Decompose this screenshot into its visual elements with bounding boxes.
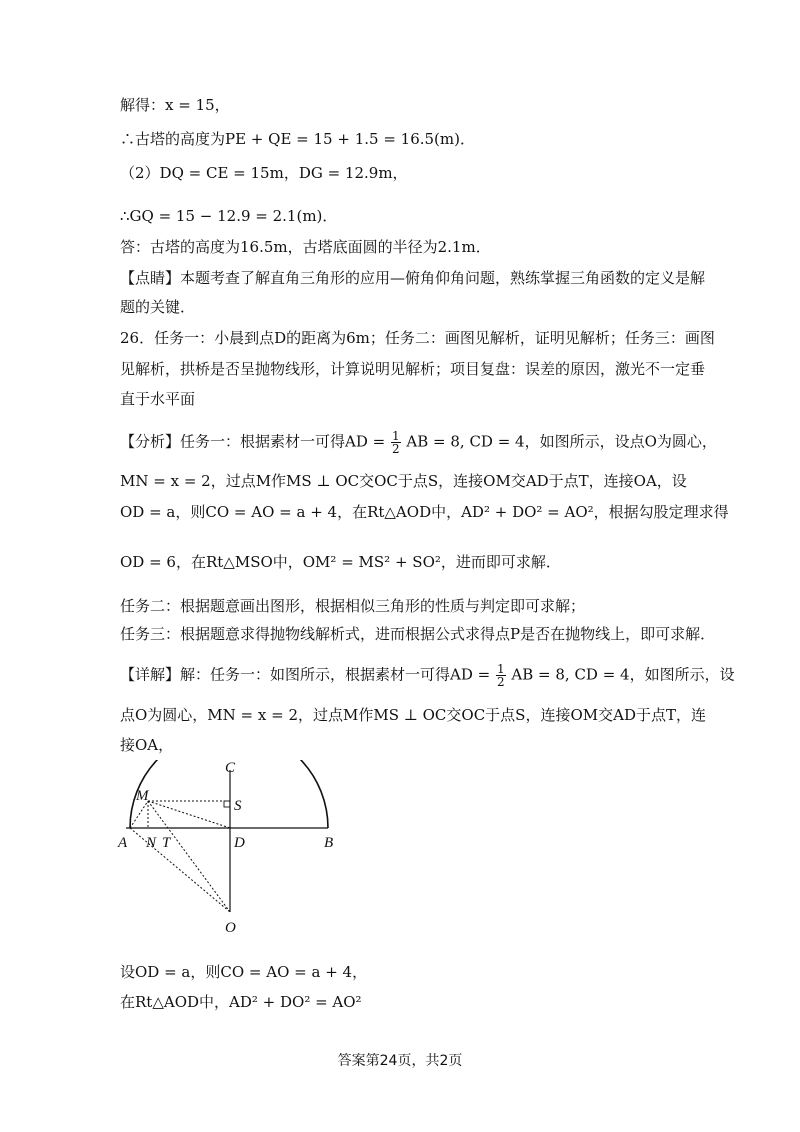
label-B: B	[324, 835, 334, 851]
comment-line-1: 【点睛】本题考查了解直角三角形的应用—俯角仰角问题，熟练掌握三角函数的定义是解	[120, 269, 706, 287]
question-26-line-2: 见解析，拱桥是否呈抛物线形，计算说明见解析；项目复盘：误差的原因，激光不一定垂	[120, 360, 706, 378]
solution-line-3: （2）DQ = CE = 15m，DG = 12.9m，	[120, 164, 408, 182]
fraction-one-half-2	[496, 663, 506, 688]
detail-line-2: 点O为圆心，MN = x = 2，过点M作MS ⊥ OC交OC于点S，连接OM交AD于点T，连	[120, 706, 706, 724]
label-S: S	[234, 798, 242, 814]
label-N: N	[146, 835, 157, 851]
detail-line-5: 在Rt△AOD中，AD² + DO² = AO²	[120, 993, 362, 1011]
geometry-diagram	[112, 760, 344, 940]
label-A: A	[118, 835, 128, 851]
analysis-line-2: MN = x = 2，过点M作MS ⊥ OC交OC于点S，连接OM交AD于点T，连接OA，设	[120, 472, 687, 490]
detail-text-a: 【详解】解：任务一：如图所示，根据素材一可得AD =	[120, 665, 491, 684]
label-C: C	[225, 760, 236, 776]
label-O: O	[225, 920, 236, 936]
detail-line-4: 设OD = a，则CO = AO = a + 4，	[120, 963, 368, 981]
line-AO	[130, 828, 230, 912]
answer-line: 答：古塔的高度为16.5m，古塔底面圆的半径为2.1m．	[120, 238, 491, 256]
page-footer: 答案第24页，共2页	[337, 1053, 463, 1069]
line-MO	[148, 801, 230, 912]
detail-line-1	[120, 663, 735, 688]
line-MD	[148, 801, 230, 828]
solution-line-2: ∴古塔的高度为PE + QE = 15 + 1.5 = 16.5(m)．	[120, 130, 475, 148]
analysis-text-a: 【分析】任务一：根据素材一可得AD =	[120, 432, 386, 451]
fraction-denominator: 2	[391, 442, 400, 456]
label-T: T	[162, 835, 171, 851]
solution-line-4: ∴GQ = 15 − 12.9 = 2.1(m)．	[120, 207, 338, 225]
analysis-line-1	[120, 430, 717, 455]
analysis-text-b: AB = 8, CD = 4，如图所示，设点O为圆心，	[406, 432, 717, 451]
task3-line: 任务三：根据题意求得抛物线解析式，进而根据公式求得点P是否在抛物线上，即可求解．	[120, 625, 716, 643]
comment-line-2: 题的关键．	[120, 298, 196, 316]
question-26-line-1: 26．任务一：小晨到点D的距离为6m；任务二：画图见解析，证明见解析；任务三：画图	[120, 329, 715, 347]
fraction-one-half	[391, 430, 401, 455]
solution-line-1: 解得：x = 15，	[120, 96, 230, 114]
fraction-numerator: 1	[391, 429, 400, 443]
analysis-line-3: OD = a，则CO = AO = a + 4，在Rt△AOD中，AD² + DO² = AO²，根据勾股定理求得	[120, 503, 729, 521]
analysis-line-4: OD = 6，在Rt△MSO中，OM² = MS² + SO²，进而即可求解．	[120, 553, 561, 571]
fraction-numerator-2: 1	[496, 662, 505, 676]
right-angle-marker	[224, 801, 230, 807]
label-D: D	[234, 835, 245, 851]
question-26-line-3: 直于水平面	[120, 390, 196, 408]
fraction-denominator-2: 2	[496, 675, 505, 689]
label-M: M	[136, 788, 149, 804]
detail-line-3: 接OA，	[120, 736, 174, 754]
task2-line: 任务二：根据题意画出图形，根据相似三角形的性质与判定即可求解；	[120, 597, 586, 615]
detail-text-b: AB = 8, CD = 4，如图所示，设	[511, 665, 735, 684]
